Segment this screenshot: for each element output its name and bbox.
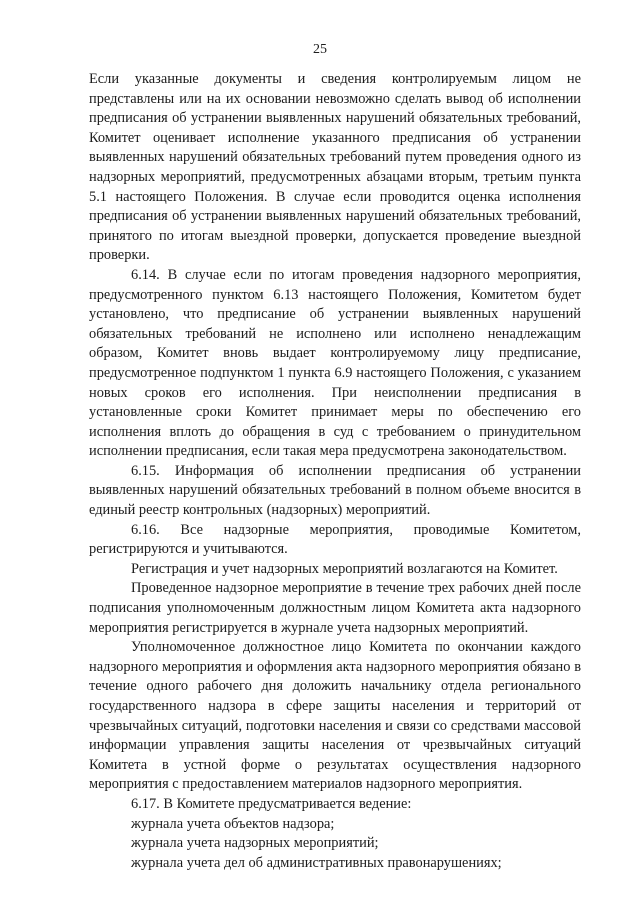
paragraph-6-14: 6.14. В случае если по итогам проведения надзорного мероприятия, предусмотренного пунктом 6.13 настоящего Положения, Комитетом будет установлено, что предписание об устранении выявленных нарушений обязательных требований не исполнено или исполнено ненадлежащим образом, Комитет вновь выдает контролируемому лицу предписание, предусмотренное подпунктом 1 пункта 6.9 настоящего Положения, с указанием новых сроков его исполнения. При неисполнении предписания в установленные сроки Комитет принимает меры по обеспечению его исполнения вплоть до обращения в суд с требованием о принудительном исполнении предписания, если такая мера предусмотрена законодательством. [89, 266, 581, 460]
paragraph-6-16: 6.16. Все надзорные мероприятия, проводимые Комитетом, регистрируются и учитываются. [89, 521, 581, 558]
list-item-measures-journal: журнала учета надзорных мероприятий; [131, 835, 379, 852]
page-number: 25 [313, 42, 327, 57]
list-item-objects-journal: журнала учета объектов надзора; [131, 815, 335, 832]
list-item-offenses-journal: журнала учета дел об административных правонарушениях; [131, 854, 502, 871]
paragraph-intro: Если указанные документы и сведения контролируемым лицом не представлены или на их основании невозможно сделать вывод об исполнении предписания об устранении выявленных нарушений обязательных требований, Комитет оценивает исполнение указанного предписания об устранении выявленных нарушений обязательных требований путем проведения одного из надзорных мероприятий, предусмотренных абзацами вторым, третьим пункта 5.1 настоящего Положения. В случае если проводится оценка исполнения предписания об устранении выявленных нарушений обязательных требований, принятого по итогам выездной проверки, допускается проведение выездной проверки. [89, 71, 581, 264]
paragraph-6-17: 6.17. В Комитете предусматривается ведение: [131, 795, 412, 812]
paragraph-6-15: 6.15. Информация об исполнении предписания об устранении выявленных нарушений обязательных требований в полном объеме вносится в единый реестр контрольных (надзорных) мероприятий. [89, 462, 581, 519]
paragraph-official-report: Уполномоченное должностное лицо Комитета по окончании каждого надзорного мероприятия и оформления акта надзорного мероприятия обязано в течение одного рабочего дня доложить начальнику отдела регионального государственного надзора в сфере защиты населения и территорий от чрезвычайных ситуаций, подготовки населения и связи со средствами массовой информации управления защиты населения от чрезвычайных ситуаций Комитета в устной форме о результатах осуществления надзорного мероприятия с предоставлением материалов надзорного мероприятия. [89, 639, 581, 793]
paragraph-journal-registration: Проведенное надзорное мероприятие в течение трех рабочих дней после подписания уполномоченным должностным лицом Комитета акта надзорного мероприятия регистрируется в журнале учета надзорных мероприятий. [89, 580, 581, 636]
paragraph-registration: Регистрация и учет надзорных мероприятий возлагаются на Комитет. [131, 560, 558, 577]
document-body [89, 70, 581, 873]
